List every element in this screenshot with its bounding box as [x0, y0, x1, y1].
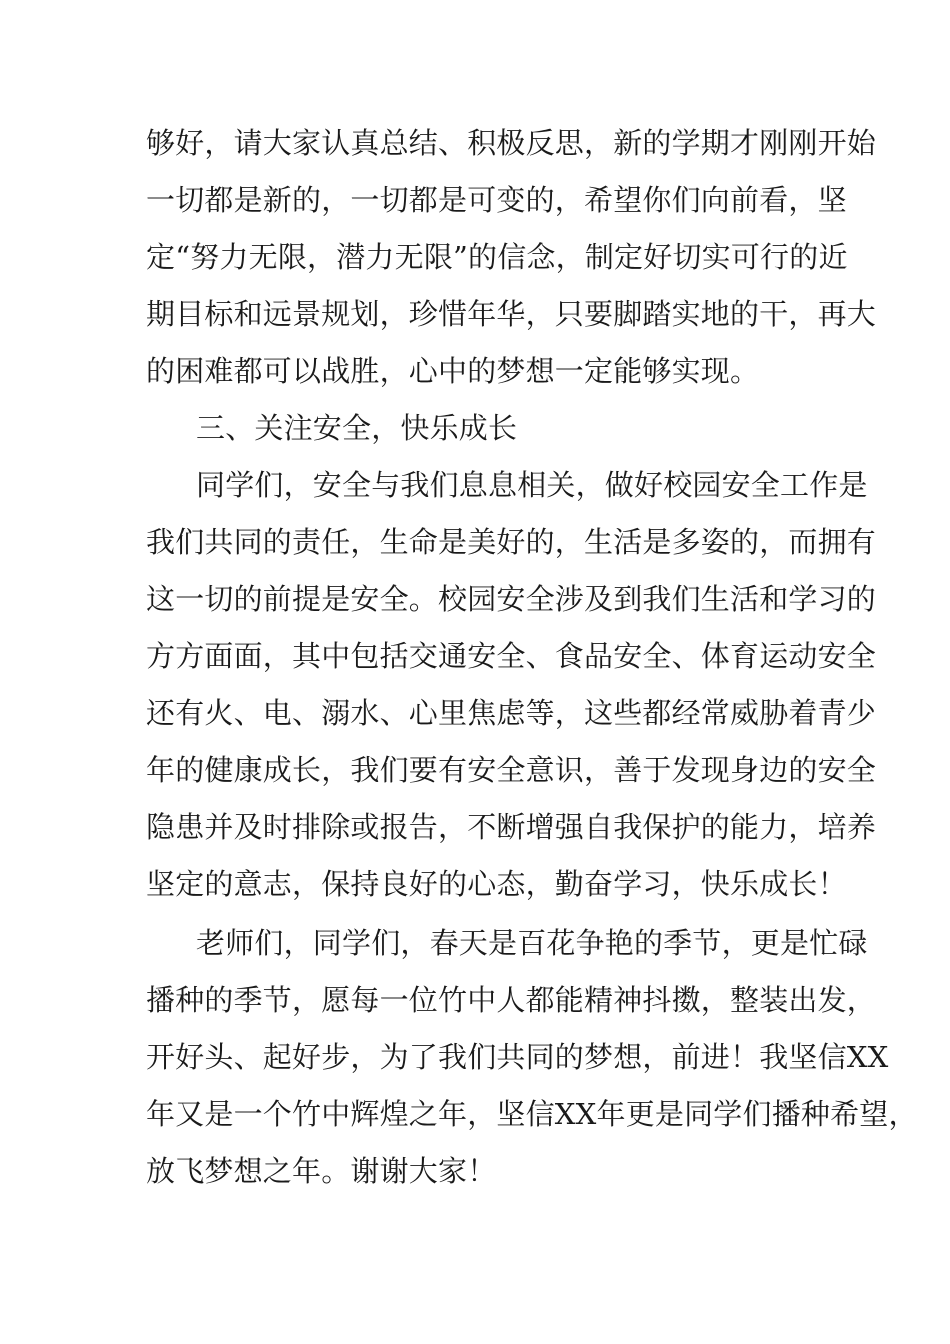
paragraph-2-line-3: 这一切的前提是安全。校园安全涉及到我们生活和学习的 — [146, 582, 877, 616]
paragraph-3-line-1: 老师们，同学们，春天是百花争艳的季节，更是忙碌 — [196, 926, 868, 960]
paragraph-3-line-4: 年又是一个竹中辉煌之年，坚信XX年更是同学们播种希望， — [146, 1097, 918, 1131]
paragraph-1-line-5: 的困难都可以战胜，心中的梦想一定能够实现。 — [146, 354, 760, 388]
paragraph-2-line-6: 年的健康成长，我们要有安全意识，善于发现身边的安全 — [146, 753, 877, 787]
paragraph-3-line-3: 开好头、起好步，为了我们共同的梦想，前进！我坚信XX — [146, 1040, 889, 1074]
paragraph-1-line-3: 定“努力无限，潜力无限”的信念，制定好切实可行的近 — [146, 240, 848, 274]
paragraph-3-line-5: 放飞梦想之年。谢谢大家！ — [146, 1154, 497, 1188]
paragraph-1-line-4: 期目标和远景规划，珍惜年华，只要脚踏实地的干，再大 — [146, 297, 877, 331]
paragraph-2-line-8: 坚定的意志，保持良好的心态，勤奋学习，快乐成长！ — [146, 867, 847, 901]
paragraph-2-line-5: 还有火、电、溺水、心里焦虑等，这些都经常威胁着青少 — [146, 696, 877, 730]
paragraph-3-line-2: 播种的季节，愿每一位竹中人都能精神抖擞，整装出发， — [146, 983, 877, 1017]
paragraph-2-line-2: 我们共同的责任，生命是美好的，生活是多姿的，而拥有 — [146, 525, 877, 559]
paragraph-1-line-2: 一切都是新的，一切都是可变的，希望你们向前看，坚 — [146, 183, 847, 217]
section-heading: 三、关注安全，快乐成长 — [196, 411, 518, 445]
paragraph-2-line-4: 方方面面，其中包括交通安全、食品安全、体育运动安全 — [146, 639, 877, 673]
paragraph-1-line-1: 够好，请大家认真总结、积极反思，新的学期才刚刚开始 — [146, 126, 877, 160]
paragraph-2-line-7: 隐患并及时排除或报告，不断增强自我保护的能力，培养 — [146, 810, 877, 844]
paragraph-2-line-1: 同学们，安全与我们息息相关，做好校园安全工作是 — [196, 468, 868, 502]
